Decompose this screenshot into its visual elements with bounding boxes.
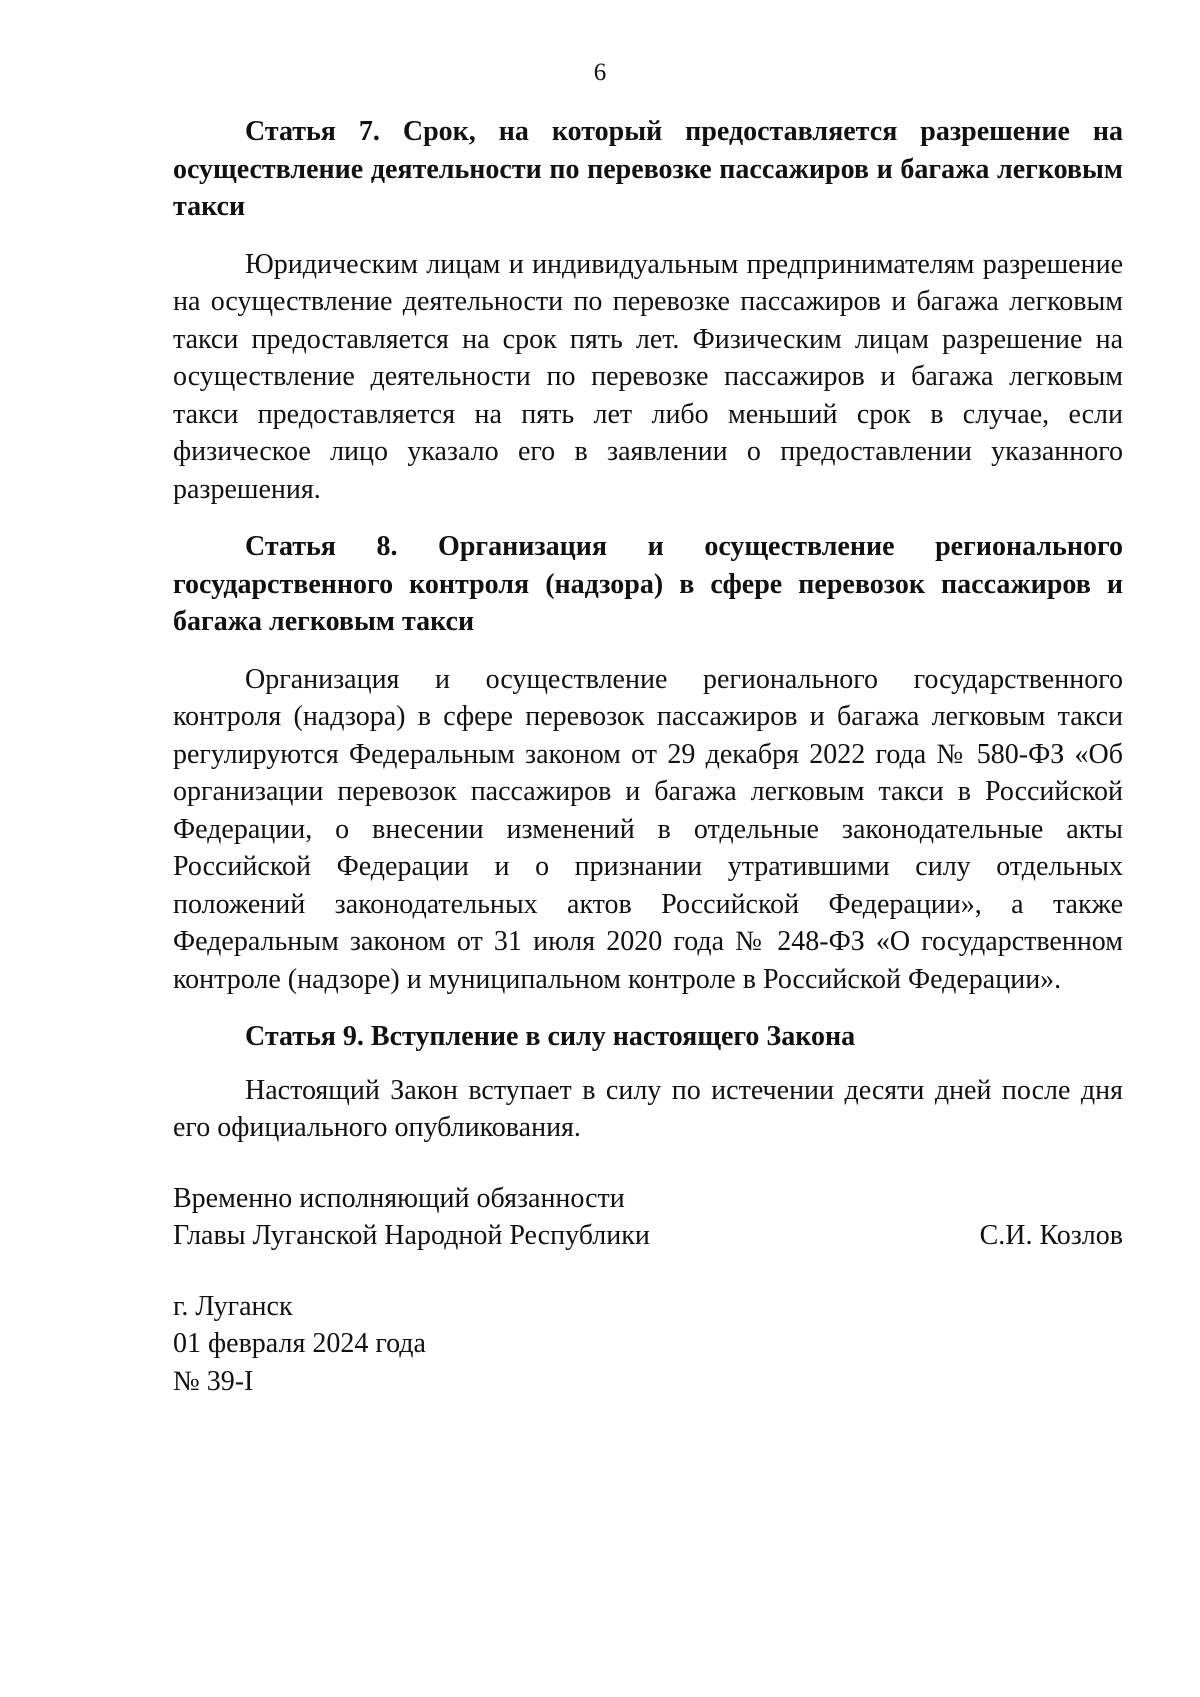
document-date: 01 февраля 2024 года [173, 1328, 426, 1359]
article-7-text: Юридическим лицам и индивидуальным предпринимателям разрешение на осуществление деятельности по перевозке пассажиров и багажа легковым такси предоставляется на срок пять лет. Физическим лицам разрешение на осуществление деятельности по перевозке пассажиров и багажа легковым такси предоставляется на пять лет либо меньший срок в случае, если физическое лицо указало его в заявлении о предоставлении указанного разрешения. [173, 248, 1123, 505]
document-number: № 39-I [173, 1365, 254, 1397]
article-9-heading: Статья 9. Вступление в силу настоящего Закона [245, 1021, 856, 1052]
signatory-position-line-1: Временно исполняющий обязанности [173, 1182, 625, 1214]
document-body [173, 113, 1123, 1400]
article-8-heading: Статья 8. Организация и осуществление регионального государственного контроля (надзора) в сфере перевозок пассажиров и багажа легковым такси [173, 531, 1123, 637]
article-7-heading: Статья 7. Срок, на который предоставляется разрешение на осуществление деятельности по перевозке пассажиров и багажа легковым такси [173, 116, 1123, 222]
document-city: г. Луганск [173, 1290, 293, 1322]
document-footer [173, 1288, 1123, 1401]
page-number: 6 [593, 59, 607, 86]
article-8-text: Организация и осуществление регионального государственного контроля (надзора) в сфере перевозок пассажиров и багажа легковым такси регулируются Федеральным законом от 29 декабря 2022 года № 580-ФЗ «Об организации перевозок пассажиров и багажа легковым такси в Российской Федерации, о внесении изменений в отдельные законодательные акты Российской Федерации и о признании утратившими силу отдельных положений законодательных актов Российской Федерации», а также Федеральным законом от 31 июля 2020 года № 248-ФЗ «О государственном контроле (надзоре) и муниципальном контроле в Российской Федерации». [173, 663, 1123, 995]
article-9-text: Настоящий Закон вступает в силу по истечении десяти дней после дня его официального опубликования. [173, 1074, 1123, 1143]
signature-block [173, 1180, 1123, 1255]
signatory-name: С.И. Козлов [979, 1220, 1123, 1251]
signatory-position-line-2: Главы Луганской Народной Республики [173, 1220, 650, 1251]
